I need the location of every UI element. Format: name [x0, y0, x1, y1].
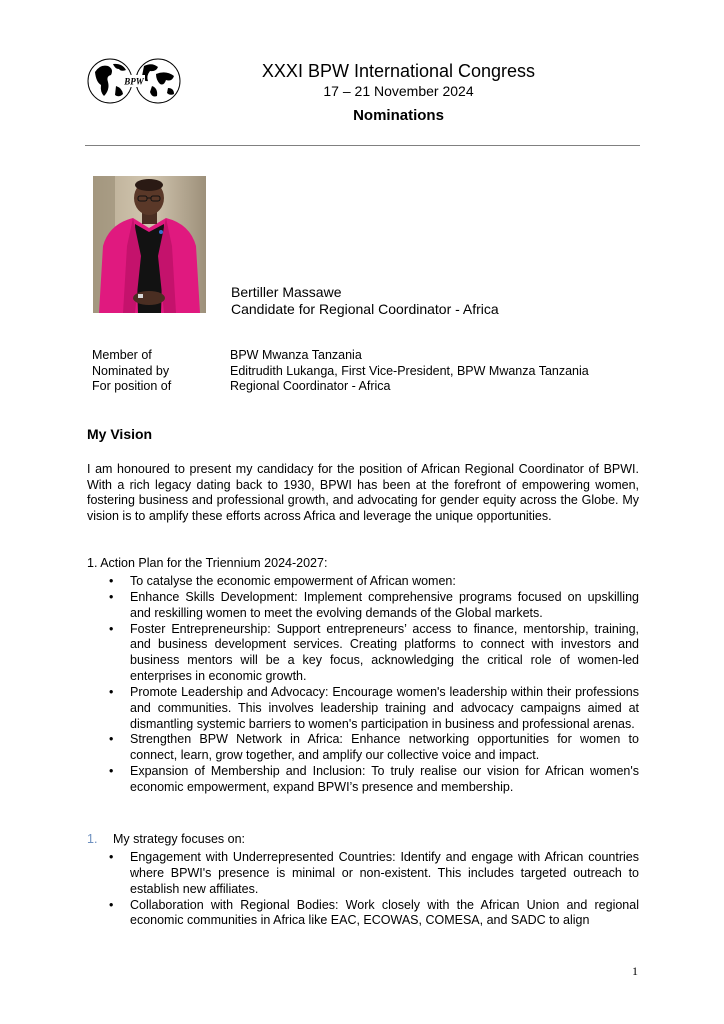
logo-text: BPW	[124, 76, 144, 87]
list-item: • Engagement with Underrepresented Countries: Identify and engage with African countries where BPWI's presence is minimal or non-existent. This includes targeted outreach to establish new affiliates.	[109, 850, 639, 898]
strategy-heading	[87, 832, 245, 848]
info-row-position	[92, 379, 589, 395]
congress-title: XXXI BPW International Congress	[261, 61, 536, 81]
info-value: BPW Mwanza Tanzania	[230, 348, 362, 362]
info-label: For position of	[92, 379, 172, 394]
list-item: • Collaboration with Regional Bodies: Work closely with the African Union and regional economic communities in Africa like EAC, ECOWAS, COMESA, and SADC to align	[109, 898, 639, 930]
strategy-number: 1.	[87, 832, 98, 846]
list-item: • Expansion of Membership and Inclusion: To truly realise our vision for African women's economic empowerment, expand BPWI’s presence and membership.	[109, 764, 639, 796]
info-row-nominated-by	[92, 364, 589, 380]
list-item: • To catalyse the economic empowerment of African women:	[109, 574, 639, 590]
header-divider	[85, 145, 640, 146]
info-value: Regional Coordinator - Africa	[230, 379, 391, 394]
list-item: • Foster Entrepreneurship: Support entrepreneurs’ access to finance, mentorship, training, and business development services. Creating platforms to connect with investors and business mentors will be a key focus, acknowledging the critical role of women-led enterprises in economic growth.	[109, 622, 639, 685]
vision-heading: My Vision	[87, 426, 153, 442]
list-item: • Promote Leadership and Advocacy: Encourage women's leadership within their professions and communities. This involves leadership training and advocacy campaigns aimed at dismantling systemic barriers to women's participation in business and professional arenas.	[109, 685, 639, 733]
candidate-name: Bertiller Massawe	[231, 284, 342, 300]
info-label: Nominated by	[92, 363, 170, 378]
action-plan-heading: 1. Action Plan for the Triennium 2024-2027:	[87, 556, 328, 570]
list-item: • Enhance Skills Development: Implement comprehensive programs focused on upskilling and reskilling women to meet the evolving demands of the Global markets.	[109, 590, 639, 622]
page-number: 1	[632, 964, 638, 978]
candidate-photo	[93, 176, 206, 313]
bpw-globe-logo	[86, 56, 182, 106]
info-label: Member of	[92, 348, 152, 362]
vision-intro: I am honoured to present my candidacy for the position of African Regional Coordinator of BPWI. With a rich legacy dating back to 1930, BPWI has been at the forefront of empowering women, fostering business and professional growth, and advocating for gender equity across the Globe. My vision is to amplify these efforts across Africa and leverage the unique opportunities.	[87, 462, 639, 523]
list-item: • Strengthen BPW Network in Africa: Enhance networking opportunities for women to connect, learn, grow together, and amplify our collective voice and impact.	[109, 732, 639, 764]
congress-dates: 17 – 21 November 2024	[323, 83, 474, 99]
section-title: Nominations	[353, 107, 444, 124]
info-row-member	[92, 348, 589, 364]
info-value: Editrudith Lukanga, First Vice-President, BPW Mwanza Tanzania	[230, 363, 589, 378]
nomination-info	[92, 348, 589, 395]
action-plan-list	[109, 574, 639, 796]
strategy-list	[109, 850, 639, 929]
strategy-heading-text: My strategy focuses on:	[113, 832, 246, 846]
candidate-role: Candidate for Regional Coordinator - Africa	[231, 301, 499, 317]
